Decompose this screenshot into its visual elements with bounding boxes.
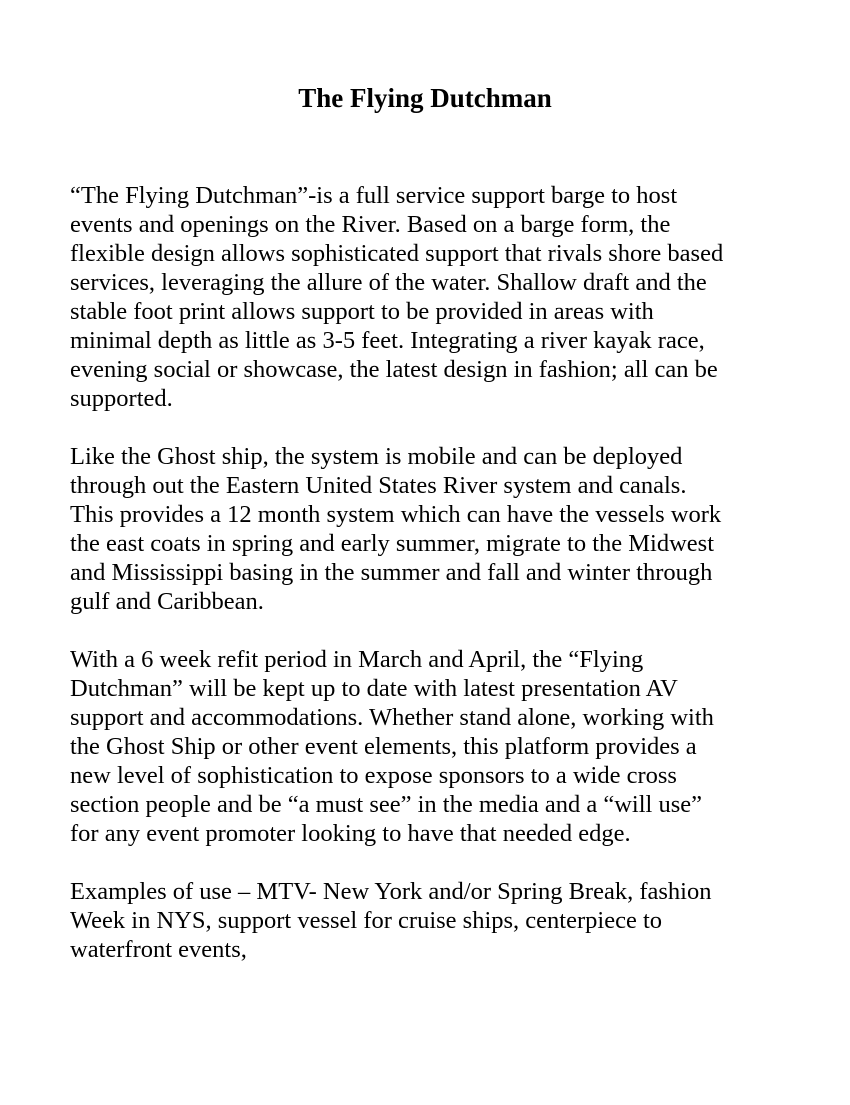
document-title: The Flying Dutchman [298,83,552,113]
text-line: through out the Eastern United States River system and canals. [70,472,687,499]
text-line: the east coats in spring and early summer, migrate to the Midwest [70,530,715,557]
text-line: Dutchman” will be kept up to date with latest presentation AV [70,675,678,702]
text-line: and Mississippi basing in the summer and fall and winter through [70,559,713,586]
text-line: This provides a 12 month system which can have the vessels work [70,501,722,528]
paragraph-mobility [70,442,795,616]
text-line: Week in NYS, support vessel for cruise ships, centerpiece to [70,907,662,934]
text-line: flexible design allows sophisticated support that rivals shore based [70,240,724,267]
text-line: With a 6 week refit period in March and April, the “Flying [70,646,644,673]
text-line: evening social or showcase, the latest design in fashion; all can be [70,356,718,383]
text-line: services, leveraging the allure of the water. Shallow draft and the [70,269,707,296]
text-line: for any event promoter looking to have that needed edge. [70,820,631,847]
text-line: the Ghost Ship or other event elements, this platform provides a [70,733,697,760]
text-line: support and accommodations. Whether stand alone, working with [70,704,714,731]
paragraph-examples [70,877,795,964]
paragraph-intro [70,181,795,413]
text-line: events and openings on the River. Based on a barge form, the [70,211,671,238]
text-line: gulf and Caribbean. [70,588,264,615]
text-line: new level of sophistication to expose sponsors to a wide cross [70,762,677,789]
text-line: Like the Ghost ship, the system is mobile and can be deployed [70,443,683,470]
paragraph-refit [70,645,795,848]
document-body [70,181,795,964]
text-line: section people and be “a must see” in the media and a “will use” [70,791,702,818]
text-line: Examples of use – MTV- New York and/or Spring Break, fashion [70,878,712,905]
text-line: supported. [70,385,173,412]
text-line: minimal depth as little as 3-5 feet. Integrating a river kayak race, [70,327,705,354]
text-line: “The Flying Dutchman”-is a full service support barge to host [70,182,678,209]
text-line: waterfront events, [70,936,247,963]
text-line: stable foot print allows support to be provided in areas with [70,298,654,325]
